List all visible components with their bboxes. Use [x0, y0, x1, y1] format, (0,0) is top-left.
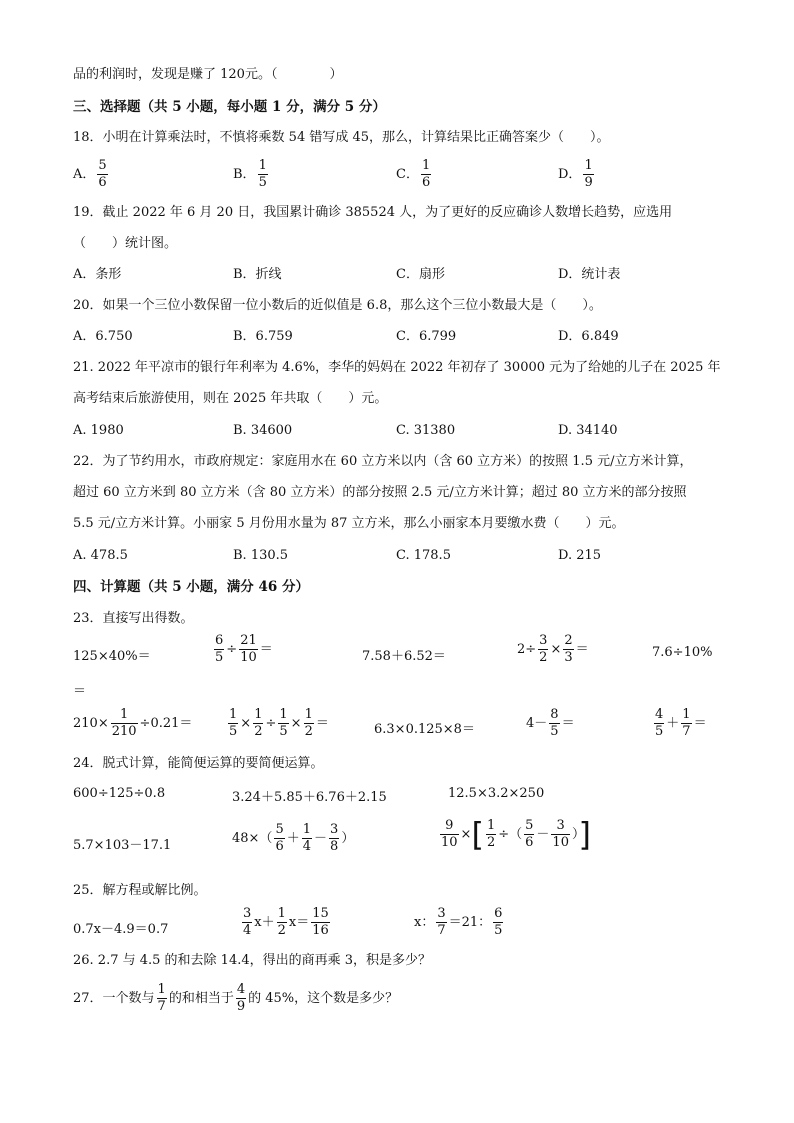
q24-expr-3: 12.5×3.2×250: [448, 786, 545, 801]
q19-stem-line2: （ ）统计图。: [73, 236, 178, 251]
q18-option-d[interactable]: D． $\frac{1}{9}$: [558, 158, 593, 190]
q24-expr-2: 3.24＋5.85＋6.76＋2.15: [232, 790, 387, 805]
q20-option-c[interactable]: C．6.799: [396, 329, 457, 344]
q21-option-c[interactable]: C. 31380: [396, 423, 456, 438]
q24-stem: 24．脱式计算，能简便运算的要简便运算。: [73, 756, 324, 771]
q24-expr-5: 48×（ $\frac{5}{6}$ ＋ $\frac{1}{4}$ － $\frac{3}{8}$ ）: [232, 822, 355, 854]
q20-stem: 20．如果一个三位小数保留一位小数后的近似值是 6.8，那么这个三位小数最大是（ ）。: [73, 298, 602, 313]
q20-option-d[interactable]: D．6.849: [558, 329, 619, 344]
q26-stem: 26. 2.7 与 4.5 的和去除 14.4，得出的商再乘 3，积是多少？: [73, 953, 432, 968]
q19-option-d[interactable]: D．统计表: [558, 267, 621, 282]
section4-heading: 四、计算题（共 5 小题，满分 46 分）: [73, 579, 309, 595]
q23-expr-9: 4－ $\frac{8}{5}$ ＝: [526, 707, 575, 739]
q19-option-a[interactable]: A．条形: [73, 267, 122, 282]
q25-expr-3: x： $\frac{3}{7}$ ＝21： $\frac{6}{5}$: [414, 906, 503, 938]
q18-option-b[interactable]: B． $\frac{1}{5}$: [233, 158, 267, 190]
q22-option-c[interactable]: C. 178.5: [396, 548, 451, 563]
q25-stem: 25．解方程或解比例。: [73, 883, 207, 898]
q18-option-c[interactable]: C． $\frac{1}{6}$: [396, 158, 431, 190]
q22-option-a[interactable]: A. 478.5: [73, 548, 128, 563]
q20-option-b[interactable]: B．6.759: [233, 329, 293, 344]
q22-option-b[interactable]: B. 130.5: [233, 548, 289, 563]
q23-expr-3: 7.58＋6.52＝: [362, 649, 446, 664]
q17-tail: 品的利润时，发现是赚了 120元。（ ）: [73, 67, 343, 82]
q23-expr-10: $\frac{4}{5}$ ＋ $\frac{1}{7}$ ＝: [655, 707, 707, 739]
q21-option-a[interactable]: A. 1980: [73, 423, 124, 438]
q25-expr-1: 0.7x－4.9＝0.7: [73, 922, 169, 937]
q22-stem-line2: 超过 60 立方米到 80 立方米（含 80 立方米）的部分按照 2.5 元/立方米计算；超过 80 立方米的部分按照: [73, 485, 687, 500]
q21-option-d[interactable]: D. 34140: [558, 423, 618, 438]
q22-stem-line1: 22．为了节约用水，市政府规定：家庭用水在 60 立方米以内（含 60 立方米）的按照 1.5 元/立方米计算，: [73, 454, 693, 469]
q23-expr-7: $\frac{1}{5}$ × $\frac{1}{2}$ ÷ $\frac{1}{5}$ × $\frac{1}{2}$ ＝: [229, 707, 329, 739]
q23-stem: 23．直接写出得数。: [73, 611, 194, 626]
q24-expr-1: 600÷125÷0.8: [73, 786, 166, 801]
q20-option-a[interactable]: A．6.750: [73, 329, 133, 344]
q27-stem: 27．一个数与 $\frac{1}{7}$ 的和相当于 $\frac{4}{9}$ 的 45%，这个数是多少？: [73, 982, 399, 1014]
q19-option-b[interactable]: B．折线: [233, 267, 282, 282]
q23-expr-8: 6.3×0.125×8＝: [374, 722, 475, 737]
q19-stem-line1: 19．截止 2022 年 6 月 20 日，我国累计确诊 385524 人，为了更好的反应确诊人数增长趋势，应选用: [73, 205, 673, 220]
q25-expr-2: $\frac{3}{4}$ x＋ $\frac{1}{2}$ x＝ $\frac{15}{16}$: [243, 906, 329, 938]
q23-expr-4: 2÷ $\frac{3}{2}$ × $\frac{2}{3}$ ＝: [517, 633, 589, 665]
q22-stem-line3: 5.5 元/立方米计算。小丽家 5 月份用水量为 87 立方米，那么小丽家本月要缴水费（ ）元。: [73, 516, 625, 531]
q21-stem-line2: 高考结束后旅游使用，则在 2025 年共取（ ）元。: [73, 391, 388, 406]
q23-expr-5-equals: ＝: [73, 684, 87, 699]
q18-option-a[interactable]: A． $\frac{5}{6}$: [73, 158, 107, 190]
q23-expr-6: 210× $\frac{1}{210}$ ÷0.21＝: [73, 707, 193, 739]
q21-stem-line1: 21. 2022 年平凉市的银行年利率为 4.6%，李华的妈妈在 2022 年初存了 30000 元为了给她的儿子在 2025 年: [73, 360, 721, 375]
q24-expr-4: 5.7×103－17.1: [73, 838, 172, 853]
q23-expr-2: $\frac{6}{5}$ ÷ $\frac{21}{10}$ ＝: [215, 633, 273, 665]
q23-expr-1: 125×40%＝: [73, 649, 151, 664]
q18-stem: 18．小明在计算乘法时，不慎将乘数 54 错写成 45，那么，计算结果比正确答案少（ ）。: [73, 130, 610, 145]
q21-option-b[interactable]: B. 34600: [233, 423, 293, 438]
section3-heading: 三、选择题（共 5 小题，每小题 1 分，满分 5 分）: [73, 99, 386, 115]
q19-option-c[interactable]: C．扇形: [396, 267, 445, 282]
q23-expr-5: 7.6÷10%: [652, 645, 713, 660]
q24-expr-6: $\frac{9}{10}$ ×[ $\frac{1}{2}$ ÷（ $\frac{5}{6}$ － $\frac{3}{10}$ ）]: [441, 815, 591, 854]
q22-option-d[interactable]: D. 215: [558, 548, 602, 563]
